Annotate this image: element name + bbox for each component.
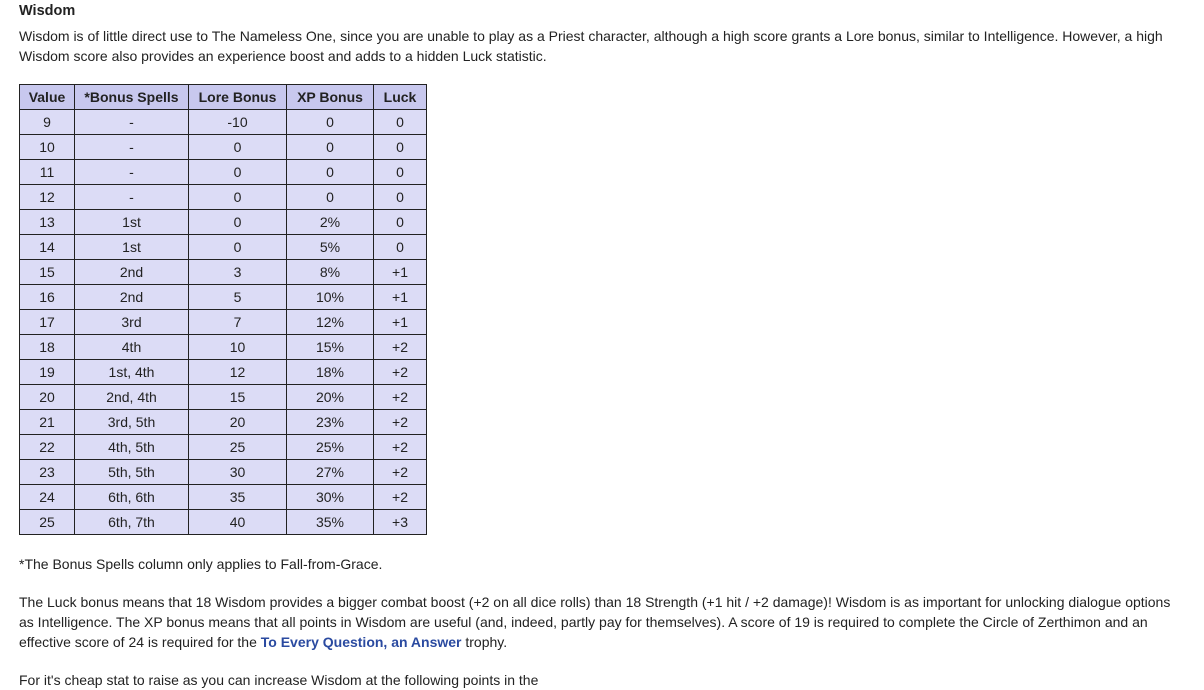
cell-bonus-spells: 2nd: [75, 285, 189, 310]
cell-xp-bonus: 12%: [287, 310, 374, 335]
cell-xp-bonus: 8%: [287, 260, 374, 285]
table-row: [20, 160, 427, 185]
table-row: [20, 435, 427, 460]
cell-xp-bonus: 10%: [287, 285, 374, 310]
cell-value: 25: [20, 510, 75, 535]
header-xp-bonus: XP Bonus: [287, 85, 374, 110]
table-row: [20, 110, 427, 135]
cell-value: 18: [20, 335, 75, 360]
table-row: [20, 510, 427, 535]
table-row: [20, 335, 427, 360]
cell-value: 19: [20, 360, 75, 385]
table-row: [20, 360, 427, 385]
cell-luck: 0: [374, 110, 427, 135]
section-title: Wisdom: [19, 3, 76, 19]
cell-lore-bonus: 30: [189, 460, 287, 485]
cell-xp-bonus: 0: [287, 110, 374, 135]
header-luck: Luck: [374, 85, 427, 110]
cell-value: 12: [20, 185, 75, 210]
table-row: [20, 260, 427, 285]
cell-bonus-spells: 6th, 6th: [75, 485, 189, 510]
cell-bonus-spells: -: [75, 110, 189, 135]
wisdom-table: [19, 84, 427, 535]
luck-text: The Luck bonus means that 18 Wisdom provides a bigger combat boost (+2 on all dice rolls) than 18 Strength (+1 hit / +2 damage)! Wisdom is as important for unlocking dialogue options as Intelligence. The XP bonus means that all points in Wisdom are useful (and, indeed, partly pay for themselves). A score of 19 is required to complete the Circle of Zerthimon and an effective score of 24 is required for the: [19, 594, 1171, 650]
cell-xp-bonus: 20%: [287, 385, 374, 410]
cell-xp-bonus: 0: [287, 185, 374, 210]
cell-value: 20: [20, 385, 75, 410]
cell-lore-bonus: 35: [189, 485, 287, 510]
cell-luck: +2: [374, 435, 427, 460]
luck-paragraph: [19, 592, 1189, 652]
cell-luck: +2: [374, 460, 427, 485]
cell-value: 14: [20, 235, 75, 260]
cell-lore-bonus: 40: [189, 510, 287, 535]
cell-lore-bonus: 12: [189, 360, 287, 385]
cell-xp-bonus: 0: [287, 135, 374, 160]
cell-luck: +2: [374, 385, 427, 410]
luck-text-end: trophy.: [465, 634, 508, 650]
header-bonus-spells: *Bonus Spells: [75, 85, 189, 110]
cell-luck: +1: [374, 285, 427, 310]
cell-lore-bonus: 0: [189, 185, 287, 210]
cell-lore-bonus: 5: [189, 285, 287, 310]
cell-bonus-spells: 3rd, 5th: [75, 410, 189, 435]
table-row: [20, 485, 427, 510]
cell-xp-bonus: 18%: [287, 360, 374, 385]
cell-value: 9: [20, 110, 75, 135]
cut-off-paragraph: For it's cheap stat to raise as you can increase Wisdom at the following points in the: [19, 672, 539, 688]
cell-lore-bonus: 3: [189, 260, 287, 285]
cell-bonus-spells: 3rd: [75, 310, 189, 335]
cell-xp-bonus: 25%: [287, 435, 374, 460]
cell-luck: +1: [374, 260, 427, 285]
cell-value: 23: [20, 460, 75, 485]
cell-luck: +3: [374, 510, 427, 535]
cell-luck: 0: [374, 135, 427, 160]
cell-luck: +2: [374, 335, 427, 360]
cell-value: 15: [20, 260, 75, 285]
cell-bonus-spells: 2nd, 4th: [75, 385, 189, 410]
cell-value: 10: [20, 135, 75, 160]
table-row: [20, 310, 427, 335]
cell-lore-bonus: 0: [189, 210, 287, 235]
table-row: [20, 285, 427, 310]
cell-value: 24: [20, 485, 75, 510]
cell-value: 11: [20, 160, 75, 185]
cell-xp-bonus: 23%: [287, 410, 374, 435]
trophy-link[interactable]: To Every Question, an Answer: [260, 634, 462, 650]
cell-value: 22: [20, 435, 75, 460]
cell-xp-bonus: 15%: [287, 335, 374, 360]
cell-lore-bonus: 0: [189, 235, 287, 260]
cell-luck: +2: [374, 485, 427, 510]
cell-lore-bonus: 0: [189, 160, 287, 185]
header-value: Value: [20, 85, 75, 110]
table-row: [20, 410, 427, 435]
table-header-row: [20, 85, 427, 110]
cell-bonus-spells: 6th, 7th: [75, 510, 189, 535]
cell-lore-bonus: 0: [189, 135, 287, 160]
cell-lore-bonus: 7: [189, 310, 287, 335]
cell-value: 16: [20, 285, 75, 310]
cell-xp-bonus: 0: [287, 160, 374, 185]
table-row: [20, 460, 427, 485]
cell-xp-bonus: 5%: [287, 235, 374, 260]
cell-luck: 0: [374, 185, 427, 210]
cell-lore-bonus: 25: [189, 435, 287, 460]
cell-xp-bonus: 30%: [287, 485, 374, 510]
cell-luck: +2: [374, 410, 427, 435]
table-body: [20, 110, 427, 535]
cell-lore-bonus: -10: [189, 110, 287, 135]
cell-bonus-spells: 4th: [75, 335, 189, 360]
cell-bonus-spells: 4th, 5th: [75, 435, 189, 460]
article-content: [19, 0, 1189, 690]
cell-luck: +2: [374, 360, 427, 385]
cell-luck: 0: [374, 235, 427, 260]
footnote: *The Bonus Spells column only applies to Fall-from-Grace.: [19, 556, 383, 572]
intro-paragraph: Wisdom is of little direct use to The Nameless One, since you are unable to play as a Priest character, although a high score grants a Lore bonus, similar to Intelligence. However, a high Wisdom score also provides an experience boost and adds to a hidden Luck statistic.: [19, 28, 1163, 64]
cell-value: 13: [20, 210, 75, 235]
cell-lore-bonus: 10: [189, 335, 287, 360]
cell-value: 21: [20, 410, 75, 435]
table-row: [20, 385, 427, 410]
table-row: [20, 235, 427, 260]
cell-bonus-spells: 2nd: [75, 260, 189, 285]
cell-lore-bonus: 20: [189, 410, 287, 435]
cell-bonus-spells: -: [75, 135, 189, 160]
cell-bonus-spells: 1st: [75, 235, 189, 260]
cell-lore-bonus: 15: [189, 385, 287, 410]
cell-xp-bonus: 27%: [287, 460, 374, 485]
cell-bonus-spells: -: [75, 160, 189, 185]
header-lore-bonus: Lore Bonus: [189, 85, 287, 110]
table-row: [20, 185, 427, 210]
cell-bonus-spells: -: [75, 185, 189, 210]
cell-bonus-spells: 1st: [75, 210, 189, 235]
table-row: [20, 210, 427, 235]
cell-luck: +1: [374, 310, 427, 335]
cell-luck: 0: [374, 160, 427, 185]
cell-luck: 0: [374, 210, 427, 235]
cell-xp-bonus: 35%: [287, 510, 374, 535]
cell-bonus-spells: 1st, 4th: [75, 360, 189, 385]
cell-bonus-spells: 5th, 5th: [75, 460, 189, 485]
cell-value: 17: [20, 310, 75, 335]
cell-xp-bonus: 2%: [287, 210, 374, 235]
table-row: [20, 135, 427, 160]
